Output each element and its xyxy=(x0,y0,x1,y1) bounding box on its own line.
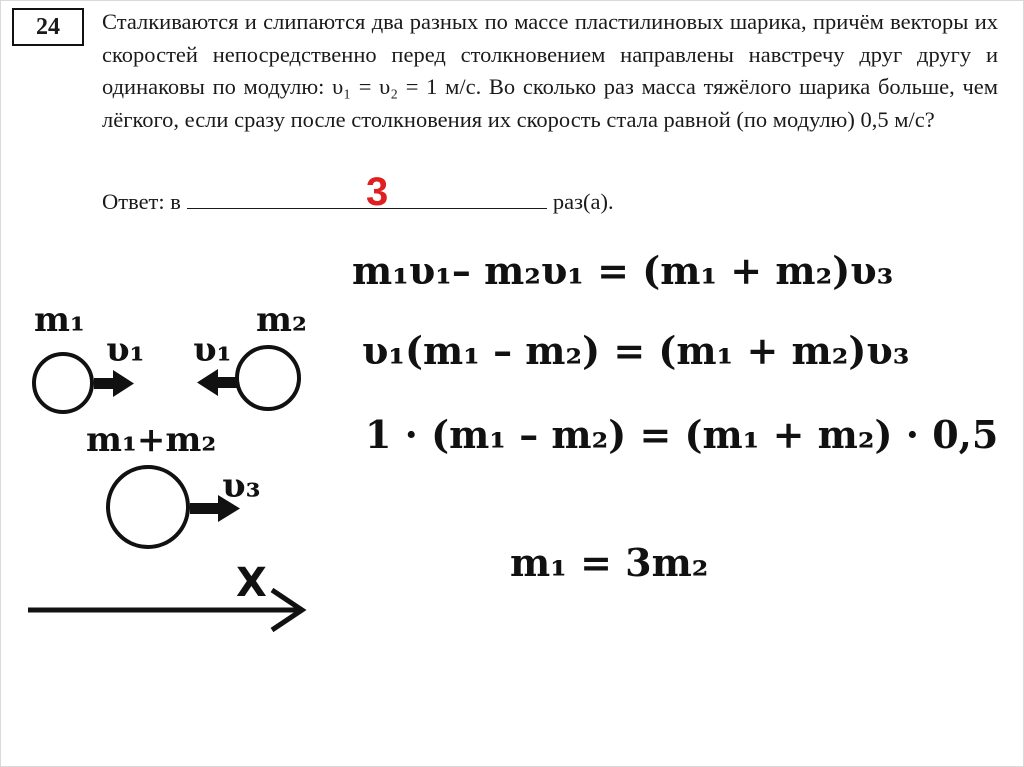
label-v1-left: υ₁ xyxy=(106,330,145,370)
problem-text: Сталкиваются и слипаются два разных по массе пластилиновых шарика, причём векторы их скоростей непосредственно перед столкновением направлены навстречу друг другу и одинаковы по модулю: υ₁ = υ₂ = 1 м/с. Во сколько раз масса тяжёлого шарика больше, чем лёгкого, если сразу после столкновения их скорость стала равной (по модулю) 0,5 м/с? xyxy=(102,9,998,132)
label-m1-plus-m2: m₁+m₂ xyxy=(86,420,217,460)
label-m1: m₁ xyxy=(34,300,85,340)
equation-factored: υ₁(m₁ – m₂) = (m₁ + m₂)υ₃ xyxy=(362,328,910,373)
answer-suffix: раз(а). xyxy=(552,189,614,214)
equation-result: m₁ = 3m₂ xyxy=(510,540,709,585)
ball-m1 xyxy=(34,354,92,412)
answer-value: 3 xyxy=(366,170,389,214)
axis-label-x: X xyxy=(236,560,267,606)
equation-momentum: m₁υ₁– m₂υ₁ = (m₁ + m₂)υ₃ xyxy=(352,248,894,293)
ball-m2 xyxy=(237,347,299,409)
equation-substituted: 1 · (m₁ – m₂) = (m₁ + m₂) · 0,5 xyxy=(365,412,999,457)
label-m2: m₂ xyxy=(256,300,307,340)
ball-combined xyxy=(108,467,188,547)
answer-prefix: Ответ: в xyxy=(102,189,181,214)
label-v1-right: υ₁ xyxy=(193,330,232,370)
label-v3: υ₃ xyxy=(222,466,261,506)
task-number: 24 xyxy=(12,8,84,46)
arrow-right-icon xyxy=(94,370,134,397)
arrow-left-icon xyxy=(197,369,238,396)
